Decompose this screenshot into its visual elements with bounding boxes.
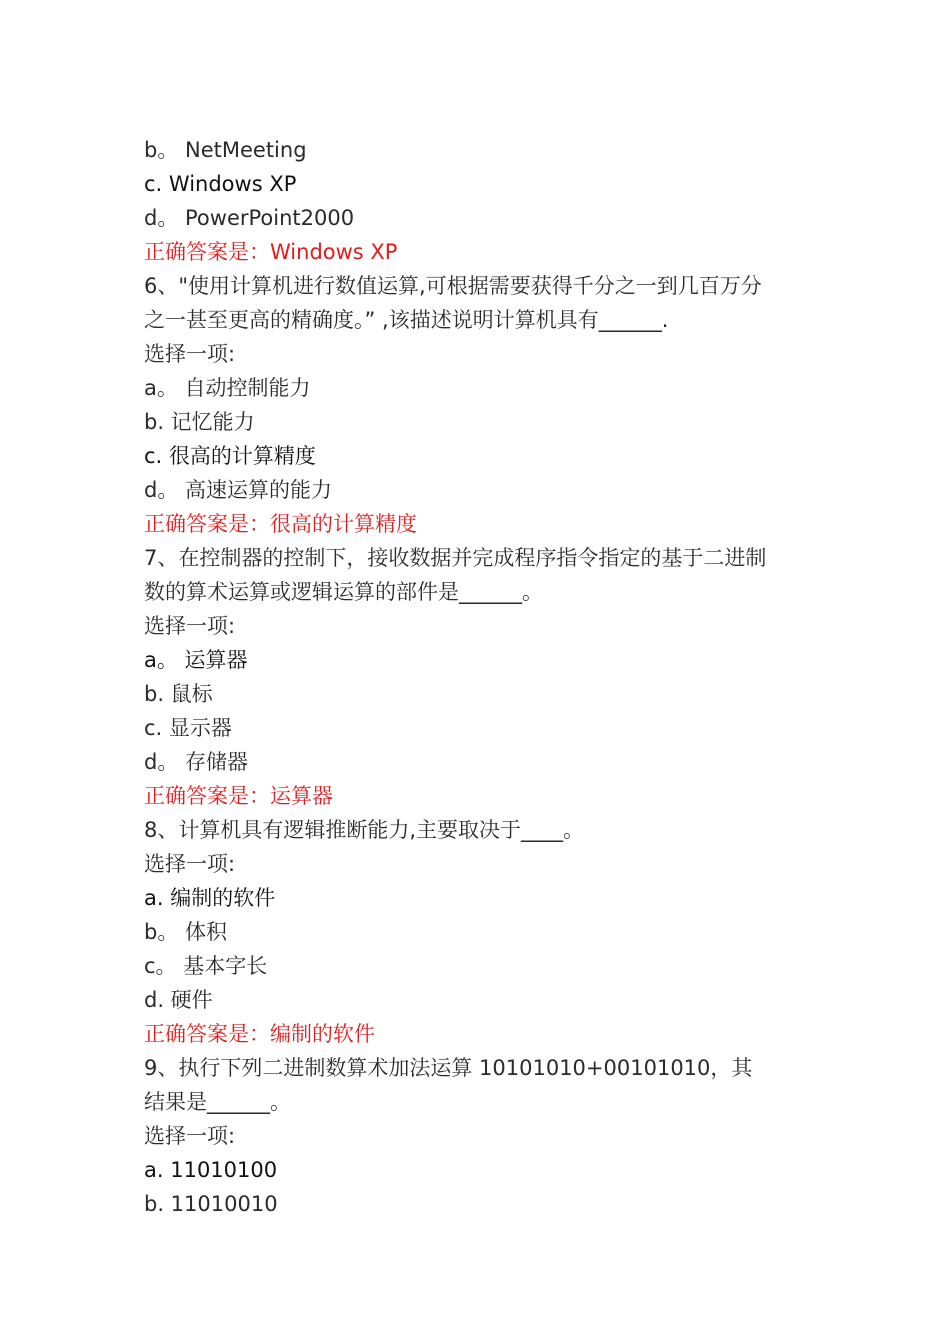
question-6-option-a: a。 自动控制能力 bbox=[144, 376, 311, 400]
quiz-content bbox=[144, 133, 824, 1221]
question-9-line-2: 结果是______。 bbox=[144, 1090, 291, 1114]
question-6-option-b: b. 记忆能力 bbox=[144, 410, 255, 434]
question-8-option-a: a. 编制的软件 bbox=[144, 886, 276, 910]
question-6-line-1: 6、"使用计算机进行数值运算,可根据需要获得千分之一到几百万分 bbox=[144, 274, 762, 298]
question-9-line-1: 9、执行下列二进制数算术加法运算 10101010+00101010，其 bbox=[144, 1056, 753, 1080]
question-8-line-1: 8、计算机具有逻辑推断能力,主要取决于____。 bbox=[144, 818, 585, 842]
option-c-windows-xp: c. Windows XP bbox=[144, 172, 297, 196]
correct-answer-q8: 正确答案是：编制的软件 bbox=[144, 1022, 375, 1046]
question-8-option-c: c。 基本字长 bbox=[144, 954, 268, 978]
question-7-option-b: b. 鼠标 bbox=[144, 682, 213, 706]
option-b-netmeeting: b。 NetMeeting bbox=[144, 138, 307, 162]
correct-answer-q5: 正确答案是：Windows XP bbox=[144, 240, 398, 264]
question-7-line-2: 数的算术运算或逻辑运算的部件是______。 bbox=[144, 580, 543, 604]
question-9-option-b: b. 11010010 bbox=[144, 1192, 278, 1216]
question-6-option-d: d。 高速运算的能力 bbox=[144, 478, 333, 502]
question-9-option-a: a. 11010100 bbox=[144, 1158, 278, 1182]
question-6-line-2: 之一甚至更高的精确度。” ,该描述说明计算机具有______. bbox=[144, 308, 669, 332]
question-6-prompt: 选择一项: bbox=[144, 342, 236, 366]
question-8-option-d: d. 硬件 bbox=[144, 988, 213, 1012]
question-7-option-a: a。 运算器 bbox=[144, 648, 248, 672]
question-6-option-c: c. 很高的计算精度 bbox=[144, 444, 316, 468]
question-8-option-b: b。 体积 bbox=[144, 920, 228, 944]
question-7-option-d: d。 存储器 bbox=[144, 750, 249, 774]
correct-answer-q7: 正确答案是：运算器 bbox=[144, 784, 333, 808]
question-7-option-c: c. 显示器 bbox=[144, 716, 232, 740]
option-d-powerpoint: d。 PowerPoint2000 bbox=[144, 206, 355, 230]
question-7-prompt: 选择一项: bbox=[144, 614, 236, 638]
question-8-prompt: 选择一项: bbox=[144, 852, 236, 876]
question-7-line-1: 7、在控制器的控制下，接收数据并完成程序指令指定的基于二进制 bbox=[144, 546, 767, 570]
correct-answer-q6: 正确答案是：很高的计算精度 bbox=[144, 512, 417, 536]
question-9-prompt: 选择一项: bbox=[144, 1124, 236, 1148]
